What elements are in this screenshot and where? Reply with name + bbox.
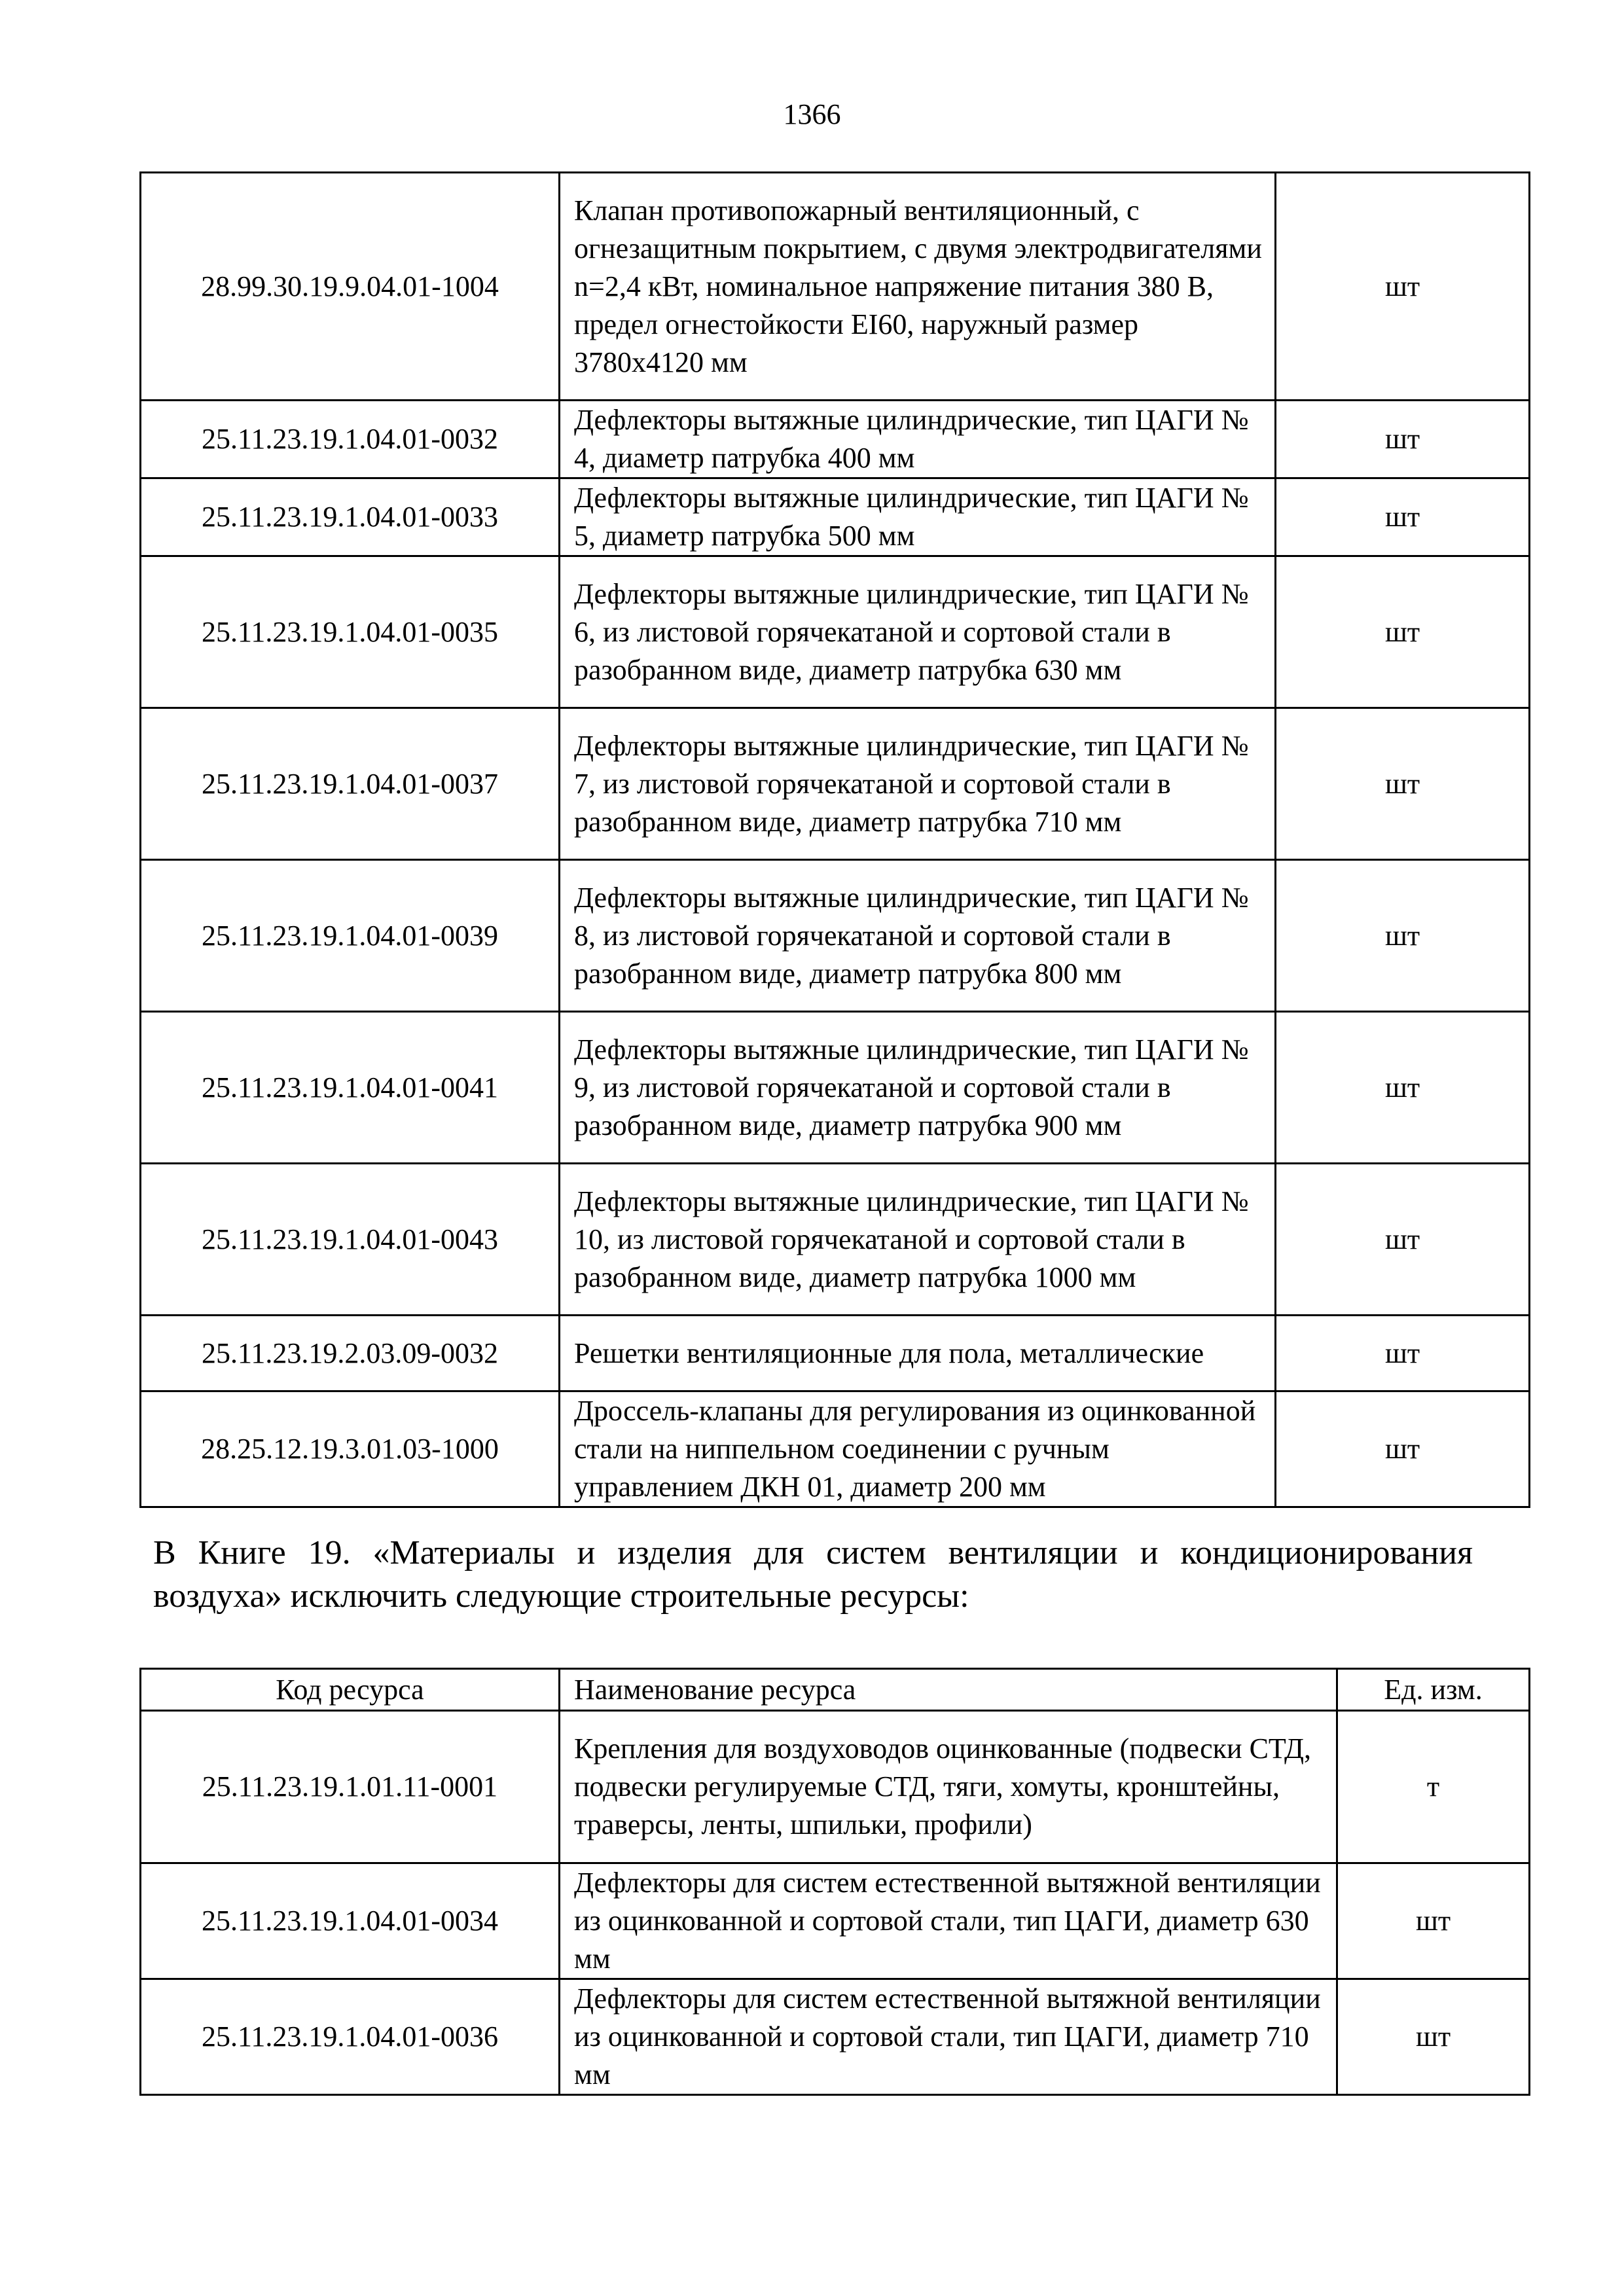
table-row: [141, 173, 1530, 401]
resource-name: Дроссель-клапаны для регулирования из оцинкованной стали на ниппельном соединении с ручным управлением ДКН 01, диаметр 200 мм: [560, 1391, 1276, 1507]
resource-name: Клапан противопожарный вентиляционный, с огнезащитным покрытием, с двумя электродвигателями n=2,4 кВт, номинальное напряжение питания 380 В, предел огнестойкости EI60, наружный размер 3780х4120 мм: [560, 173, 1276, 401]
table-row: [141, 1863, 1530, 1979]
resource-code: 25.11.23.19.1.04.01-0036: [141, 1979, 560, 2095]
excluded-resources-table: [139, 1668, 1530, 2096]
resource-unit: шт: [1276, 860, 1530, 1012]
resource-code: 25.11.23.19.1.04.01-0037: [141, 708, 560, 860]
resource-unit: шт: [1276, 1391, 1530, 1507]
resource-unit: шт: [1276, 478, 1530, 556]
resource-code: 25.11.23.19.1.04.01-0032: [141, 401, 560, 478]
resource-code: 25.11.23.19.1.04.01-0043: [141, 1164, 560, 1316]
table-row: [141, 1711, 1530, 1863]
resource-name: Дефлекторы вытяжные цилиндрические, тип ЦАГИ № 9, из листовой горячекатаной и сортовой стали в разобранном виде, диаметр патрубка 900 мм: [560, 1012, 1276, 1164]
resource-name: Дефлекторы для систем естественной вытяжной вентиляции из оцинкованной и сортовой стали, тип ЦАГИ, диаметр 710 мм: [560, 1979, 1337, 2095]
resource-name: Дефлекторы вытяжные цилиндрические, тип ЦАГИ № 5, диаметр патрубка 500 мм: [560, 478, 1276, 556]
resource-code: 25.11.23.19.1.04.01-0033: [141, 478, 560, 556]
table-row: [141, 478, 1530, 556]
table-row: [141, 556, 1530, 708]
resource-name: Крепления для воздуховодов оцинкованные (подвески СТД, подвески регулируемые СТД, тяги, хомуты, кронштейны, траверсы, ленты, шпильки, профили): [560, 1711, 1337, 1863]
resource-code: 28.25.12.19.3.01.03-1000: [141, 1391, 560, 1507]
resource-unit: шт: [1276, 401, 1530, 478]
exclusion-paragraph: В Книге 19. «Материалы и изделия для систем вентиляции и кондиционирования воздуха» исключить следующие строительные ресурсы:: [153, 1534, 1473, 1615]
resource-name: Дефлекторы для систем естественной вытяжной вентиляции из оцинкованной и сортовой стали, тип ЦАГИ, диаметр 630 мм: [560, 1863, 1337, 1979]
resource-code: 25.11.23.19.1.04.01-0041: [141, 1012, 560, 1164]
resource-unit: шт: [1276, 1316, 1530, 1391]
header-name: Наименование ресурса: [560, 1669, 1337, 1711]
resource-code: 25.11.23.19.2.03.09-0032: [141, 1316, 560, 1391]
page-number: 1366: [783, 98, 841, 130]
resource-code: 25.11.23.19.1.01.11-0001: [141, 1711, 560, 1863]
resource-name: Дефлекторы вытяжные цилиндрические, тип ЦАГИ № 8, из листовой горячекатаной и сортовой стали в разобранном виде, диаметр патрубка 800 мм: [560, 860, 1276, 1012]
table-row: [141, 1979, 1530, 2095]
resource-code: 25.11.23.19.1.04.01-0034: [141, 1863, 560, 1979]
resource-unit: шт: [1276, 556, 1530, 708]
resource-unit: шт: [1276, 708, 1530, 860]
resource-unit: шт: [1276, 1164, 1530, 1316]
table-row: [141, 1391, 1530, 1507]
resource-unit: шт: [1276, 173, 1530, 401]
resource-unit: шт: [1337, 1979, 1530, 2095]
table-header-row: [141, 1669, 1530, 1711]
table-row: [141, 1316, 1530, 1391]
resource-name: Решетки вентиляционные для пола, металлические: [560, 1316, 1276, 1391]
header-unit: Ед. изм.: [1337, 1669, 1530, 1711]
resource-name: Дефлекторы вытяжные цилиндрические, тип ЦАГИ № 7, из листовой горячекатаной и сортовой стали в разобранном виде, диаметр патрубка 710 мм: [560, 708, 1276, 860]
resource-unit: шт: [1337, 1863, 1530, 1979]
resources-table-continued: [139, 171, 1530, 1508]
table-row: [141, 860, 1530, 1012]
resource-name: Дефлекторы вытяжные цилиндрические, тип ЦАГИ № 4, диаметр патрубка 400 мм: [560, 401, 1276, 478]
resource-name: Дефлекторы вытяжные цилиндрические, тип ЦАГИ № 6, из листовой горячекатаной и сортовой стали в разобранном виде, диаметр патрубка 630 мм: [560, 556, 1276, 708]
resource-unit: шт: [1276, 1012, 1530, 1164]
resource-unit: т: [1337, 1711, 1530, 1863]
table-row: [141, 708, 1530, 860]
resource-code: 28.99.30.19.9.04.01-1004: [141, 173, 560, 401]
table-row: [141, 401, 1530, 478]
resource-code: 25.11.23.19.1.04.01-0035: [141, 556, 560, 708]
resource-name: Дефлекторы вытяжные цилиндрические, тип ЦАГИ № 10, из листовой горячекатаной и сортовой стали в разобранном виде, диаметр патрубка 1000 мм: [560, 1164, 1276, 1316]
table-row: [141, 1164, 1530, 1316]
resource-code: 25.11.23.19.1.04.01-0039: [141, 860, 560, 1012]
table-row: [141, 1012, 1530, 1164]
header-code: Код ресурса: [141, 1669, 560, 1711]
